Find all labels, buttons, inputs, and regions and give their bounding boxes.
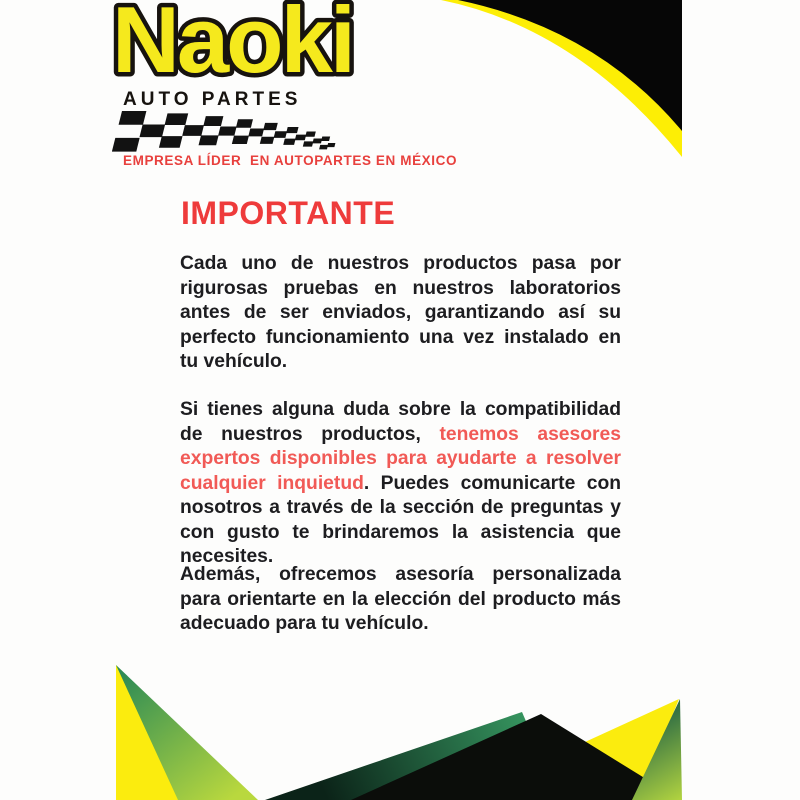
paragraph-support-tail: . Puedes comunicarte con nosotros a través de la sección de preguntas y con gusto te brindaremos la asistencia que necesites. xyxy=(180,472,621,567)
top-right-corner-shape xyxy=(441,0,682,157)
paragraph-support-lead: Si tienes alguna duda sobre la compatibilidad de nuestros productos, xyxy=(180,399,621,445)
bottom-left-shapes xyxy=(116,665,258,800)
paragraph-advice: Además, ofrecemos asesoría personalizada para orientarte en la elección del producto más adecuado para tu vehículo. xyxy=(180,564,621,634)
bottom-center-shapes xyxy=(265,699,680,800)
paragraph-support-highlight: tenemos asesores expertos disponibles para ayudarte a resolver cualquier inquietud xyxy=(180,423,621,494)
logo-text: Naoki xyxy=(112,0,353,92)
paragraph-quality: Cada uno de nuestros productos pasa por rigurosas pruebas en nuestros laboratorios antes de ser enviados, garantizando así su perfecto funcionamiento una vez instalado en tu vehículo. xyxy=(180,253,621,372)
page-title: IMPORTANTE xyxy=(181,195,396,231)
logo-subtext: AUTO PARTES xyxy=(123,89,302,110)
brand-tagline: EMPRESA LÍDER EN AUTOPARTES EN MÉXICO xyxy=(123,153,458,168)
paragraph-support xyxy=(180,398,621,570)
